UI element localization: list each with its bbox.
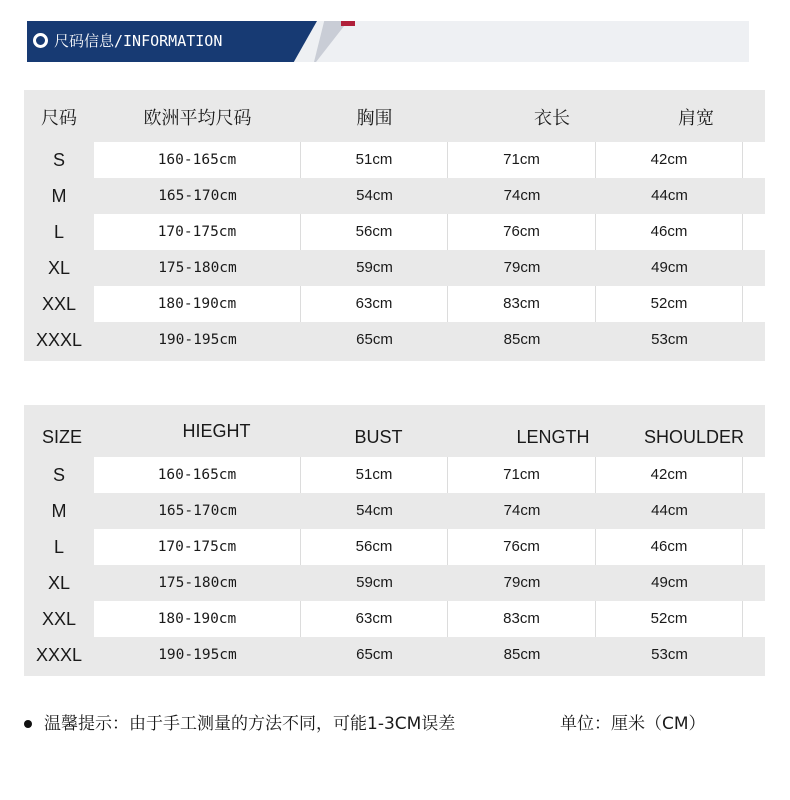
height-cell: 180-190cm <box>94 601 301 637</box>
table-row-xxl <box>24 286 765 322</box>
header-size: 尺码 <box>41 108 77 128</box>
height-cell: 180-190cm <box>94 286 301 322</box>
table-row-l <box>24 529 765 565</box>
shoulder-cell: 44cm <box>651 502 688 519</box>
header-bust: 胸围 <box>356 108 393 128</box>
header-shoulder: 肩宽 <box>678 108 714 128</box>
table-row-xxxl <box>24 322 765 358</box>
header-length: 衣长 <box>534 108 570 128</box>
size-table-chinese <box>24 90 765 361</box>
circle-icon <box>33 33 48 48</box>
length-cell: 79cm <box>503 574 541 591</box>
table-row-s <box>24 457 765 493</box>
shoulder-cell: 46cm <box>596 529 743 565</box>
bust-cell: 51cm <box>301 457 448 493</box>
length-cell: 83cm <box>448 286 596 322</box>
height-cell: 160-165cm <box>94 142 301 178</box>
unit-label: 单位：厘米（CM） <box>560 714 706 734</box>
height-cell: 160-165cm <box>94 457 301 493</box>
size-label: XL <box>24 250 94 286</box>
length-cell: 79cm <box>503 259 541 276</box>
size-label: XXL <box>24 286 94 322</box>
shoulder-cell: 53cm <box>651 331 688 348</box>
size-label: XL <box>24 565 94 601</box>
shoulder-cell: 53cm <box>651 646 688 663</box>
header-length: LENGTH <box>516 427 590 447</box>
bullet-icon <box>24 720 32 728</box>
bust-cell: 59cm <box>356 259 393 276</box>
size-label: L <box>24 529 94 565</box>
size-label: XXXL <box>24 637 94 673</box>
length-cell: 74cm <box>503 187 541 204</box>
table-row-xl <box>24 250 765 286</box>
length-cell: 85cm <box>503 646 541 663</box>
shoulder-cell: 44cm <box>651 187 688 204</box>
shoulder-cell: 49cm <box>651 259 688 276</box>
bust-cell: 54cm <box>356 187 393 204</box>
height-cell: 165-170cm <box>158 503 237 519</box>
banner-red-mark <box>341 21 355 26</box>
height-cell: 165-170cm <box>158 188 237 204</box>
bust-cell: 51cm <box>301 142 448 178</box>
header-size: SIZE <box>41 427 82 447</box>
shoulder-cell: 52cm <box>596 601 743 637</box>
table-row-xxl <box>24 601 765 637</box>
measurement-tip: 温馨提示：由于手工测量的方法不同，可能1-3CM误差 <box>44 714 456 734</box>
height-cell: 170-175cm <box>94 529 301 565</box>
length-cell: 76cm <box>448 214 596 250</box>
size-label: S <box>24 142 94 178</box>
length-cell: 71cm <box>448 457 596 493</box>
info-banner <box>27 21 749 62</box>
table-row-xxxl <box>24 637 765 673</box>
header-bust: BUST <box>354 427 403 447</box>
size-table-english <box>24 405 765 676</box>
shoulder-cell: 49cm <box>651 574 688 591</box>
bust-cell: 65cm <box>356 646 393 663</box>
length-cell: 76cm <box>448 529 596 565</box>
table-row-l <box>24 214 765 250</box>
height-cell: 175-180cm <box>158 260 237 276</box>
length-cell: 74cm <box>503 502 541 519</box>
shoulder-cell: 52cm <box>596 286 743 322</box>
bust-cell: 63cm <box>301 601 448 637</box>
footnote <box>24 708 765 740</box>
table-row-s <box>24 142 765 178</box>
table-row-m <box>24 493 765 529</box>
bust-cell: 56cm <box>301 214 448 250</box>
header-height: HIEGHT <box>182 421 251 441</box>
height-cell: 175-180cm <box>158 575 237 591</box>
bust-cell: 63cm <box>301 286 448 322</box>
size-label: XXL <box>24 601 94 637</box>
table-row-xl <box>24 565 765 601</box>
size-label: M <box>24 493 94 529</box>
shoulder-cell: 42cm <box>596 457 743 493</box>
banner-title: 尺码信息/INFORMATION <box>54 32 223 50</box>
bust-cell: 54cm <box>356 502 393 519</box>
size-label: S <box>24 457 94 493</box>
height-cell: 190-195cm <box>158 332 237 348</box>
length-cell: 85cm <box>503 331 541 348</box>
length-cell: 71cm <box>448 142 596 178</box>
size-label: M <box>24 178 94 214</box>
shoulder-cell: 42cm <box>596 142 743 178</box>
table-row-m <box>24 178 765 214</box>
bust-cell: 59cm <box>356 574 393 591</box>
height-cell: 190-195cm <box>158 647 237 663</box>
bust-cell: 65cm <box>356 331 393 348</box>
bust-cell: 56cm <box>301 529 448 565</box>
size-label: L <box>24 214 94 250</box>
header-shoulder: SHOULDER <box>643 427 745 447</box>
shoulder-cell: 46cm <box>596 214 743 250</box>
height-cell: 170-175cm <box>94 214 301 250</box>
length-cell: 83cm <box>448 601 596 637</box>
header-height: 欧洲平均尺码 <box>143 108 252 128</box>
size-label: XXXL <box>24 322 94 358</box>
